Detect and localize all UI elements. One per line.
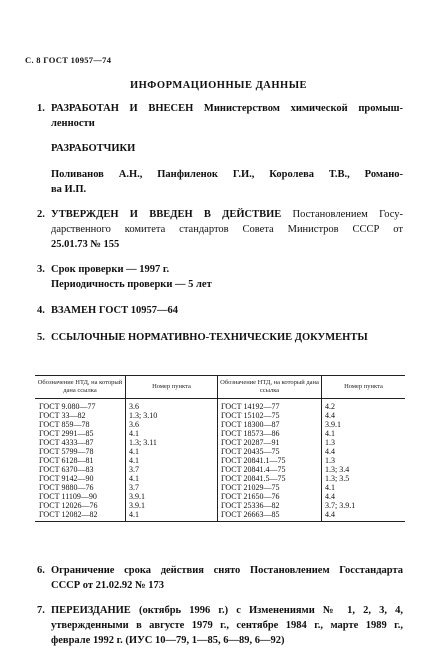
developers-line-1: Поливанов А.Н., Панфиленок Г.И., Королева Т.В., Романо- — [51, 169, 403, 180]
cell-clause-2: 1.3 — [322, 456, 406, 465]
cell-ntd-2: ГОСТ 26663—85 — [218, 510, 322, 522]
cell-ntd-1: ГОСТ 33—82 — [39, 411, 86, 420]
cell-ntd-2: ГОСТ 25336—82 — [218, 501, 322, 510]
cell-ntd-1: ГОСТ 12026—76 — [39, 501, 98, 510]
item-6-line-1: Ограничение срока действия снято Постановлением Госстандарта — [51, 565, 403, 576]
item-2-number: 2. — [37, 209, 45, 220]
cell-clause-2: 1.3; 3.5 — [322, 474, 406, 483]
cell-ntd-1: ГОСТ 6370—83 — [39, 465, 94, 474]
item-3-line-1: Срок проверки — 1997 г. — [51, 264, 170, 275]
section-title: ИНФОРМАЦИОННЫЕ ДАННЫЕ — [129, 80, 308, 91]
table-row — [35, 399, 405, 412]
item-3-number: 3. — [37, 264, 45, 275]
item-5-number: 5. — [37, 332, 45, 343]
table-row — [35, 483, 405, 492]
item-7-line-1: (октябрь 1996 г.) с Изменениями № 1, 2, 3, 4, — [138, 605, 403, 616]
table-row — [35, 510, 405, 522]
table-header-row — [35, 376, 405, 399]
table-row — [35, 501, 405, 510]
cell-clause-2: 4.4 — [322, 510, 406, 522]
cell-clause-1: 4.1 — [126, 429, 218, 438]
cell-ntd-1: ГОСТ 2991—85 — [39, 429, 94, 438]
table-row — [35, 492, 405, 501]
table-row — [35, 447, 405, 456]
cell-ntd-2: ГОСТ 18300—87 — [218, 420, 322, 429]
cell-ntd-2: ГОСТ 20841.4—75 — [218, 465, 322, 474]
cell-clause-2: 4.4 — [322, 411, 406, 420]
item-2-bold-text: УТВЕРЖДЕН И ВВЕДЕН В ДЕЙСТВИЕ — [51, 209, 282, 220]
cell-ntd-1: ГОСТ 9.080—77 — [39, 402, 96, 411]
table-row — [35, 438, 405, 447]
header-ntd-2: Обозначение НТД, на который дана ссылка — [218, 376, 322, 399]
item-7-number: 7. — [37, 605, 45, 616]
cell-clause-1: 3.9.1 — [126, 492, 218, 501]
cell-clause-1: 4.1 — [126, 510, 218, 522]
item-1-line-2: ленности — [51, 118, 95, 129]
cell-ntd-2: ГОСТ 20841.5—75 — [218, 474, 322, 483]
cell-ntd-1: ГОСТ 9880—76 — [39, 483, 94, 492]
item-3-line-2: Периодичность проверки — 5 лет — [51, 279, 212, 290]
cell-ntd-1: ГОСТ 9142—90 — [39, 474, 94, 483]
cell-clause-2: 1.3; 3.4 — [322, 465, 406, 474]
item-2-line-2: дарственного комитета стандартов Совета Министров СССР от — [51, 224, 403, 235]
cell-ntd-2: ГОСТ 14192—77 — [218, 399, 322, 412]
cell-clause-2: 4.1 — [322, 429, 406, 438]
header-ntd-1: Обозначение НТД, на который дана ссылка — [35, 376, 126, 399]
item-1-line-1: РАЗРАБОТАН И ВНЕСЕН Министерством химической промыш- — [51, 103, 403, 114]
table-row — [35, 420, 405, 429]
cell-clause-1: 3.6 — [126, 420, 218, 429]
cell-ntd-2: ГОСТ 18573—86 — [218, 429, 322, 438]
developers-heading: РАЗРАБОТЧИКИ — [51, 143, 136, 154]
table-body — [35, 399, 405, 522]
cell-ntd-1: ГОСТ 859—78 — [39, 420, 90, 429]
cell-ntd-1: ГОСТ 5799—78 — [39, 447, 94, 456]
cell-clause-1: 4.1 — [126, 456, 218, 465]
cell-ntd-1: ГОСТ 12082—82 — [35, 510, 126, 522]
header-clause-1: Номер пункта — [126, 376, 218, 399]
cell-ntd-1: ГОСТ 4333—87 — [39, 438, 94, 447]
table-row — [35, 411, 405, 420]
item-1-number: 1. — [37, 103, 45, 114]
item-7-line-3: феврале 1992 г. (ИУС 10—79, 1—85, 6—89, 6—92) — [51, 635, 285, 646]
cell-ntd-2: ГОСТ 20287—91 — [218, 438, 322, 447]
cell-ntd-1: ГОСТ 11109—90 — [39, 492, 97, 501]
table-row — [35, 456, 405, 465]
cell-clause-1: 1.3; 3.11 — [126, 438, 218, 447]
item-7-line-2: утвержденными в августе 1979 г., сентябре 1984 г., марте 1989 г., — [51, 620, 403, 631]
page-header: С. 8 ГОСТ 10957—74 — [25, 55, 112, 65]
item-6-number: 6. — [37, 565, 45, 576]
table-row — [35, 474, 405, 483]
item-6-line-2: СССР от 21.02.92 № 173 — [51, 580, 164, 591]
references-table — [35, 375, 405, 522]
item-2-line-3: 25.01.73 № 155 — [51, 239, 120, 250]
item-4-text: ВЗАМЕН ГОСТ 10957—64 — [51, 305, 179, 316]
table-row — [35, 465, 405, 474]
cell-clause-1: 3.6 — [126, 399, 218, 412]
cell-ntd-2: ГОСТ 21650—76 — [218, 492, 322, 501]
cell-clause-2: 4.2 — [322, 399, 406, 412]
item-5-text: ССЫЛОЧНЫЕ НОРМАТИВНО-ТЕХНИЧЕСКИЕ ДОКУМЕНТЫ — [51, 332, 368, 343]
header-clause-2: Номер пункта — [322, 376, 406, 399]
cell-clause-2: 4.4 — [322, 492, 406, 501]
cell-clause-1: 3.7 — [126, 465, 218, 474]
cell-clause-2: 3.7; 3.9.1 — [322, 501, 406, 510]
item-7-bold-text: ПЕРЕИЗДАНИЕ — [51, 605, 131, 616]
cell-clause-1: 3.7 — [126, 483, 218, 492]
cell-clause-1: 4.1 — [126, 474, 218, 483]
cell-clause-2: 4.1 — [322, 483, 406, 492]
item-4-number: 4. — [37, 305, 45, 316]
cell-ntd-1: ГОСТ 6128—81 — [39, 456, 94, 465]
cell-ntd-2: ГОСТ 20841.1—75 — [218, 456, 322, 465]
cell-clause-2: 4.4 — [322, 447, 406, 456]
cell-clause-1: 1.3; 3.10 — [126, 411, 218, 420]
developers-line-2: ва И.П. — [51, 184, 87, 195]
cell-clause-1: 4.1 — [126, 447, 218, 456]
cell-ntd-2: ГОСТ 15102—75 — [218, 411, 322, 420]
table-row — [35, 429, 405, 438]
item-2-line-1: Постановлением Госу- — [292, 209, 403, 220]
cell-clause-1: 3.9.1 — [126, 501, 218, 510]
cell-ntd-2: ГОСТ 21029—75 — [218, 483, 322, 492]
cell-clause-2: 3.9.1 — [322, 420, 406, 429]
cell-clause-2: 1.3 — [322, 438, 406, 447]
cell-ntd-2: ГОСТ 20435—75 — [218, 447, 322, 456]
